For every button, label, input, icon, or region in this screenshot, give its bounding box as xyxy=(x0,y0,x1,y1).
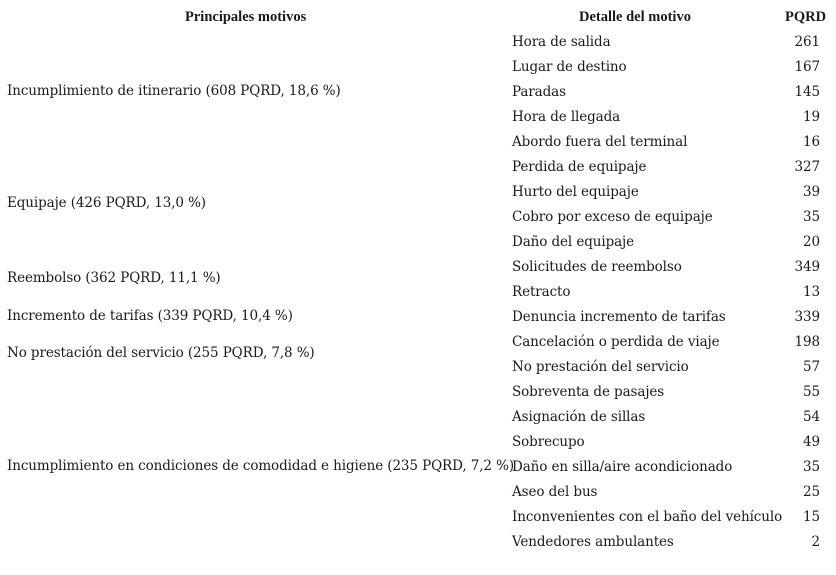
count-cell: 349 xyxy=(794,259,820,275)
count-cell: 49 xyxy=(803,434,820,450)
count-cell: 35 xyxy=(803,209,820,225)
count-cell: 55 xyxy=(803,384,820,400)
count-cell: 167 xyxy=(794,59,820,75)
detail-cell: Sobreventa de pasajes xyxy=(512,384,665,400)
detail-cell: Hora de salida xyxy=(512,34,611,50)
motive-itinerario: Incumplimiento de itinerario (608 PQRD, 18,6 %) xyxy=(7,83,341,99)
header-pqrd: PQRD xyxy=(785,9,827,25)
detail-cell: Aseo del bus xyxy=(512,484,598,500)
header-detalle-motivo: Detalle del motivo xyxy=(579,9,691,25)
detail-cell: Vendedores ambulantes xyxy=(512,534,674,550)
motive-reembolso: Reembolso (362 PQRD, 11,1 %) xyxy=(7,270,221,286)
motive-tarifas: Incremento de tarifas (339 PQRD, 10,4 %) xyxy=(7,308,293,324)
count-cell: 198 xyxy=(794,334,820,350)
detail-cell: Sobrecupo xyxy=(512,434,585,450)
detail-cell: Solicitudes de reembolso xyxy=(512,259,682,275)
motive-equipaje: Equipaje (426 PQRD, 13,0 %) xyxy=(7,195,206,211)
count-cell: 2 xyxy=(811,534,820,550)
count-cell: 327 xyxy=(794,159,820,175)
count-cell: 15 xyxy=(803,509,820,525)
count-cell: 57 xyxy=(803,359,820,375)
detail-cell: Retracto xyxy=(512,284,571,300)
detail-cell: Daño en silla/aire acondicionado xyxy=(512,459,733,475)
detail-cell: Inconvenientes con el baño del vehículo xyxy=(512,509,783,525)
count-cell: 13 xyxy=(803,284,820,300)
header-principales-motivos: Principales motivos xyxy=(185,9,307,25)
count-cell: 16 xyxy=(803,134,820,150)
count-cell: 54 xyxy=(803,409,820,425)
motive-no-prestacion: No prestación del servicio (255 PQRD, 7,8 %) xyxy=(7,345,315,361)
detail-cell: Denuncia incremento de tarifas xyxy=(512,309,726,325)
detail-cell: Lugar de destino xyxy=(512,59,627,75)
count-cell: 39 xyxy=(803,184,820,200)
count-cell: 20 xyxy=(803,234,820,250)
detail-cell: Hurto del equipaje xyxy=(512,184,639,200)
count-cell: 19 xyxy=(803,109,820,125)
count-cell: 339 xyxy=(794,309,820,325)
detail-cell: Cobro por exceso de equipaje xyxy=(512,209,713,225)
detail-cell: Abordo fuera del terminal xyxy=(512,134,688,150)
count-cell: 145 xyxy=(794,84,820,100)
detail-cell: Cancelación o perdida de viaje xyxy=(512,334,720,350)
detail-cell: Paradas xyxy=(512,84,566,100)
count-cell: 261 xyxy=(794,34,820,50)
motive-comodidad-higiene: Incumplimiento en condiciones de comodidad e higiene (235 PQRD, 7,2 %) xyxy=(7,458,514,474)
detail-cell: Perdida de equipaje xyxy=(512,159,647,175)
detail-cell: No prestación del servicio xyxy=(512,359,689,375)
count-cell: 25 xyxy=(803,484,820,500)
detail-cell: Hora de llegada xyxy=(512,109,621,125)
count-cell: 35 xyxy=(803,459,820,475)
detail-cell: Asignación de sillas xyxy=(512,409,646,425)
detail-cell: Daño del equipaje xyxy=(512,234,635,250)
